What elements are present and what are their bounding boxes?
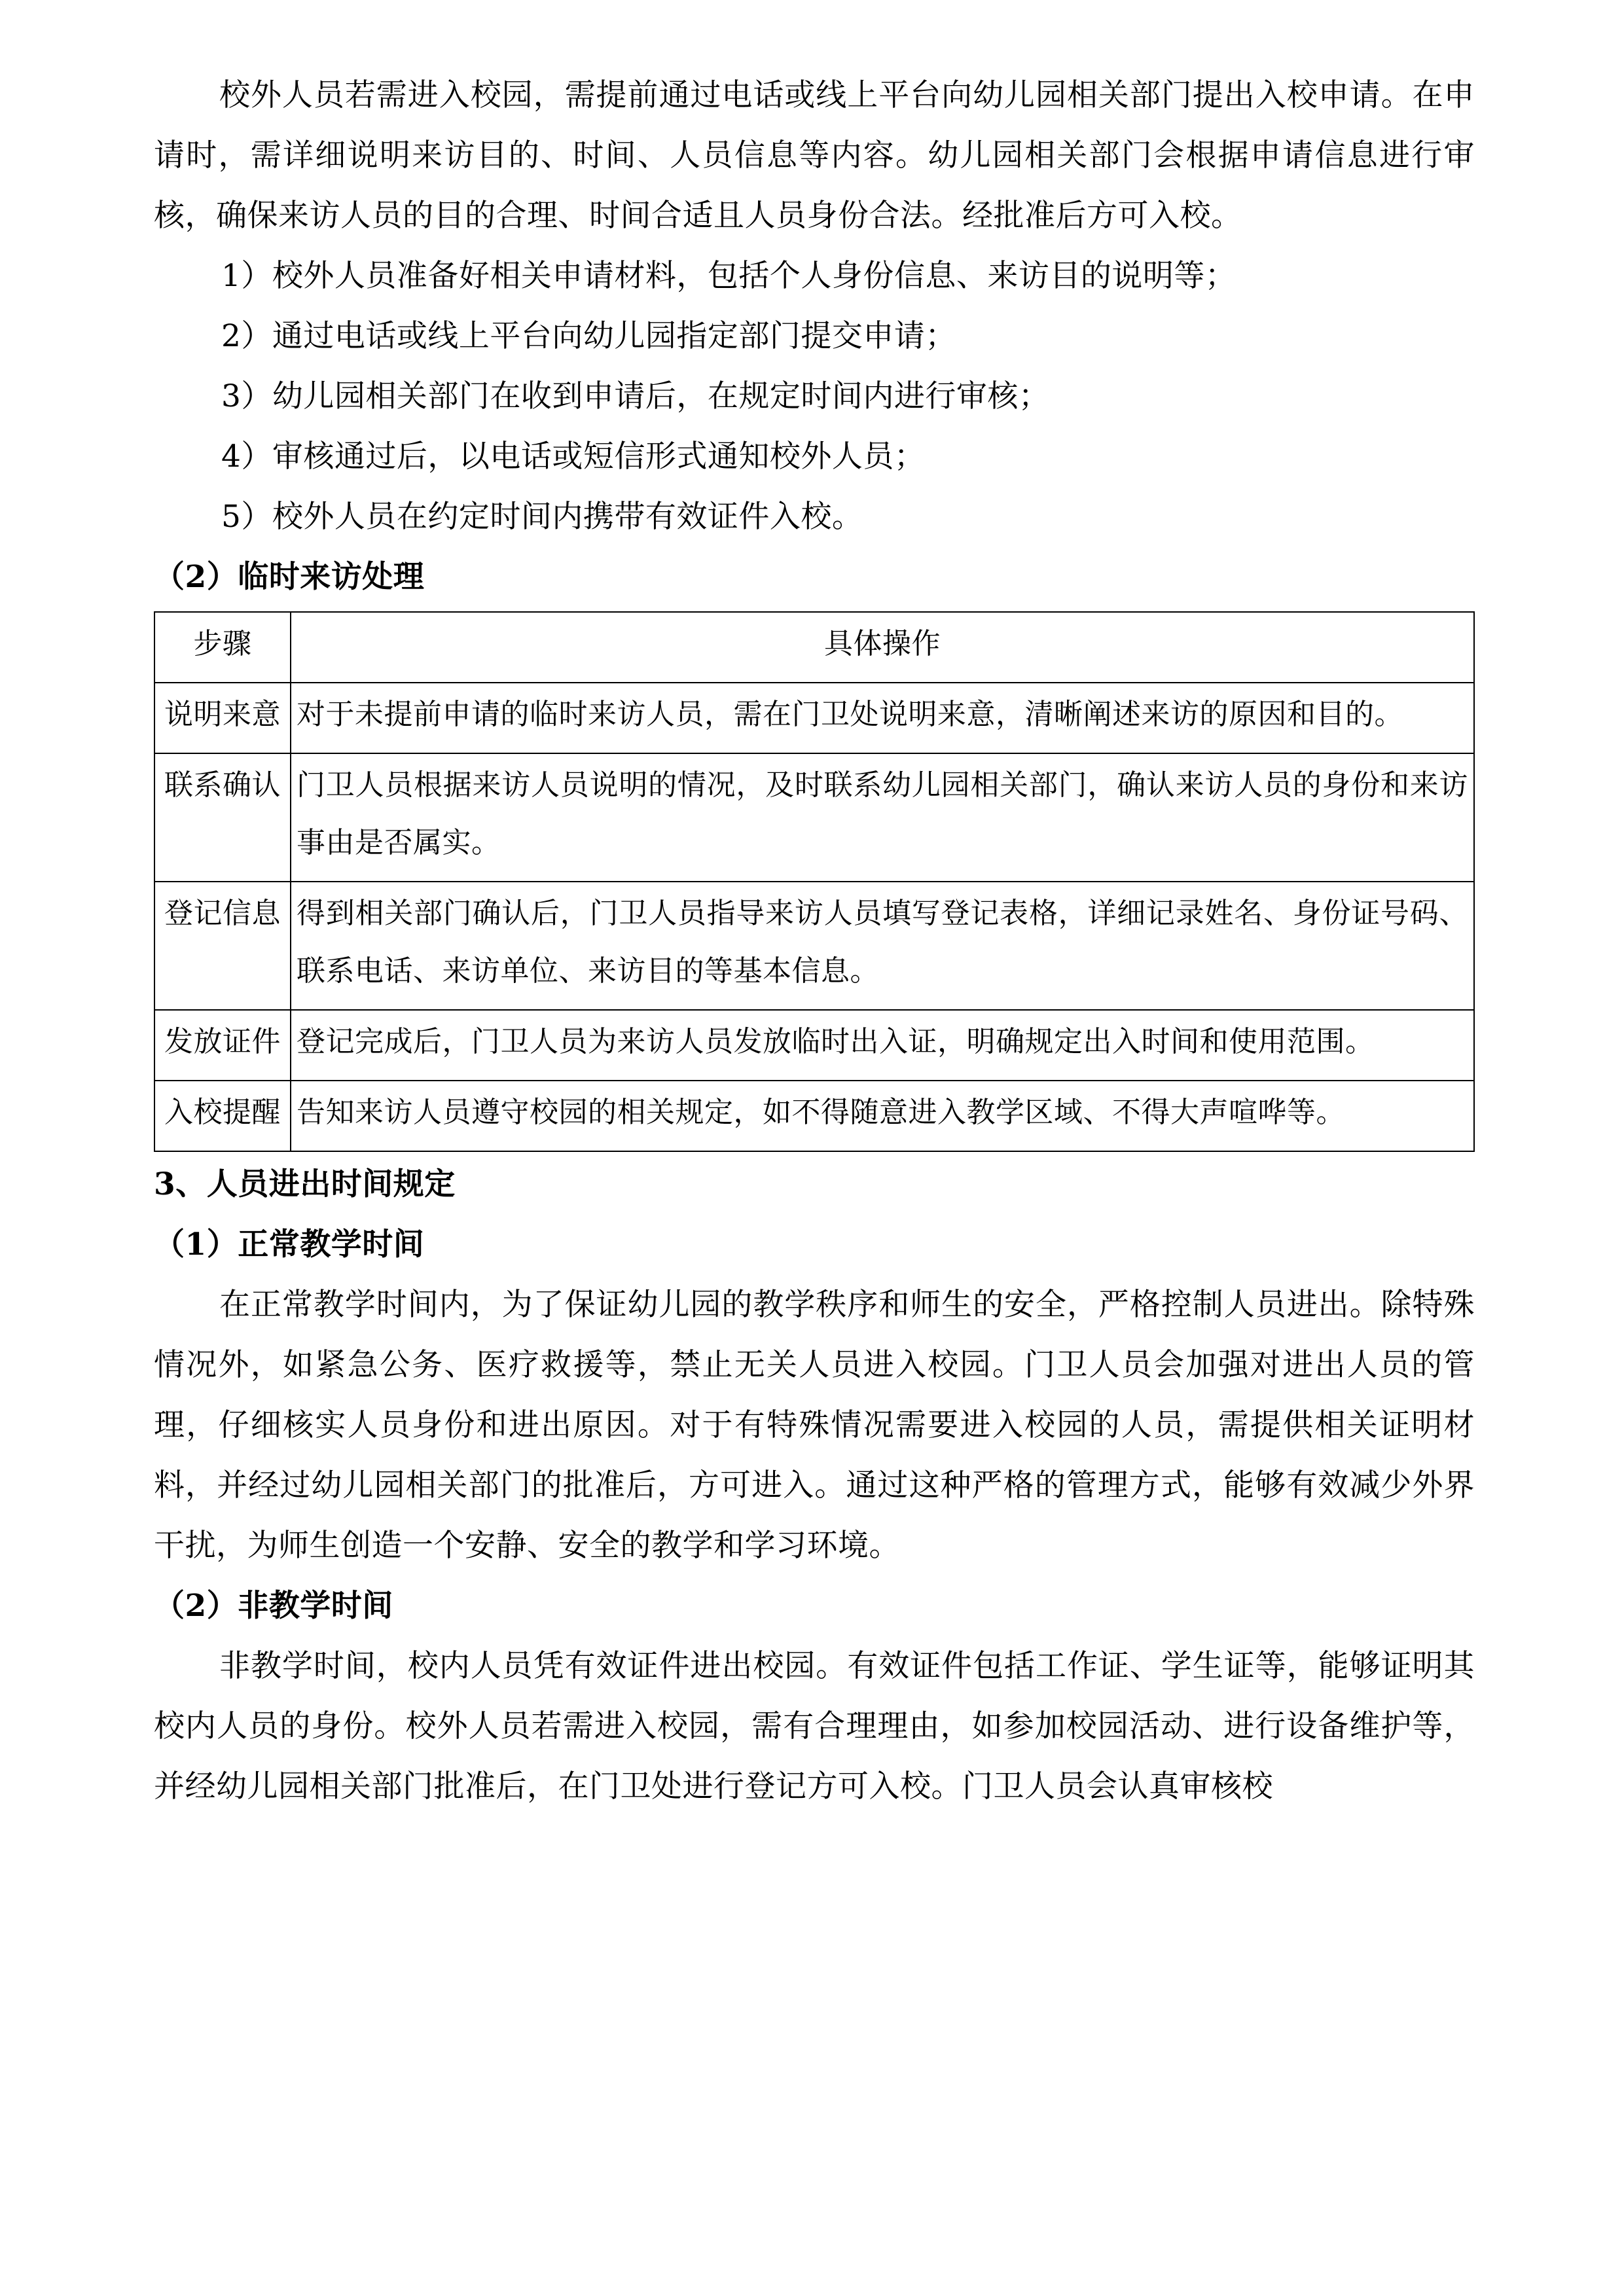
- table-row: [154, 1010, 1474, 1081]
- table-cell-step: 发放证件: [154, 1010, 291, 1081]
- table-header-detail: 具体操作: [291, 612, 1474, 683]
- temp-visit-table: [154, 611, 1475, 1152]
- table-row: [154, 683, 1474, 753]
- table-cell-step: 联系确认: [154, 753, 291, 882]
- application-step-4: 4）审核通过后，以电话或短信形式通知校外人员；: [221, 439, 926, 475]
- paragraph-normal-teaching-time: 在正常教学时间内，为了保证幼儿园的教学秩序和师生的安全，严格控制人员进出。除特殊情况外，如紧急公务、医疗救援等，禁止无关人员进入校园。门卫人员会加强对进出人员的管理，仔细核实人员身份和进出原因。对于有特殊情况需要进入校园的人员，需提供相关证明材料，并经过幼儿园相关部门的批准后，方可进入。通过这种严格的管理方式，能够有效减少外界干扰，为师生创造一个安静、安全的教学和学习环境。: [154, 1287, 1475, 1564]
- application-step-2: 2）通过电话或线上平台向幼儿园指定部门提交申请；: [221, 318, 956, 354]
- intro-paragraph: 校外人员若需进入校园，需提前通过电话或线上平台向幼儿园相关部门提出入校申请。在申请时，需详细说明来访目的、时间、人员信息等内容。幼儿园相关部门会根据申请信息进行审核，确保来访人员的目的合理、时间合适且人员身份合法。经批准后方可入校。: [154, 77, 1475, 234]
- paragraph-non-teaching-time: 非教学时间，校内人员凭有效证件进出校园。有效证件包括工作证、学生证等，能够证明其校内人员的身份。校外人员若需进入校园，需有合理理由，如参加校园活动、进行设备维护等，并经幼儿园相关部门批准后，在门卫处进行登记方可入校。门卫人员会认真审核校: [154, 1648, 1475, 1804]
- table-row: [154, 753, 1474, 882]
- table-cell-detail: 对于未提前申请的临时来访人员，需在门卫处说明来意，清晰阐述来访的原因和目的。: [291, 683, 1474, 753]
- table-row: [154, 1081, 1474, 1151]
- table-row: [154, 882, 1474, 1010]
- table-cell-detail: 得到相关部门确认后，门卫人员指导来访人员填写登记表格，详细记录姓名、身份证号码、联系电话、来访单位、来访目的等基本信息。: [291, 882, 1474, 1010]
- table-cell-step: 说明来意: [154, 683, 291, 753]
- application-step-3: 3）幼儿园相关部门在收到申请后，在规定时间内进行审核；: [221, 378, 1050, 414]
- table-header-row: [154, 612, 1474, 683]
- heading-normal-teaching-time: （1）正常教学时间: [154, 1227, 425, 1263]
- application-step-5: 5）校外人员在约定时间内携带有效证件入校。: [221, 499, 863, 535]
- application-step-1: 1）校外人员准备好相关申请材料，包括个人身份信息、来访目的说明等；: [221, 258, 1236, 294]
- table-cell-step: 登记信息: [154, 882, 291, 1010]
- heading-non-teaching-time: （2）非教学时间: [154, 1588, 393, 1624]
- heading-time-rules: 3、人员进出时间规定: [154, 1166, 456, 1202]
- table-cell-detail: 门卫人员根据来访人员说明的情况，及时联系幼儿园相关部门，确认来访人员的身份和来访事由是否属实。: [291, 753, 1474, 882]
- table-cell-detail: 告知来访人员遵守校园的相关规定，如不得随意进入教学区域、不得大声喧哗等。: [291, 1081, 1474, 1151]
- heading-temp-visit: （2）临时来访处理: [154, 559, 425, 595]
- table-cell-detail: 登记完成后，门卫人员为来访人员发放临时出入证，明确规定出入时间和使用范围。: [291, 1010, 1474, 1081]
- table-header-step: 步骤: [154, 612, 291, 683]
- table-cell-step: 入校提醒: [154, 1081, 291, 1151]
